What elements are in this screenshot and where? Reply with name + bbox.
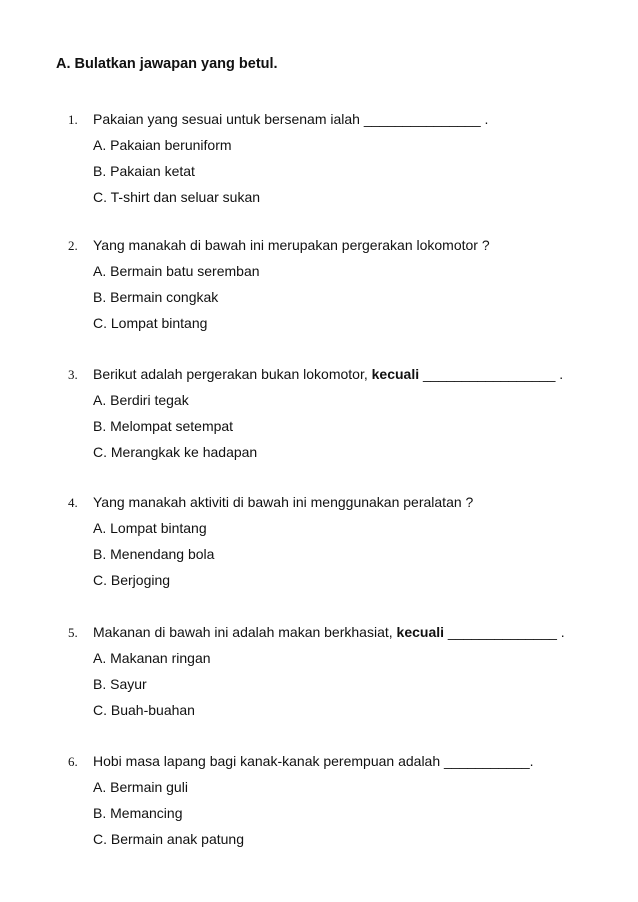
answer-option-a[interactable]: A. Bermain guli xyxy=(93,779,188,795)
question-stem xyxy=(68,109,623,129)
answer-option-c[interactable]: C. Lompat bintang xyxy=(93,315,208,331)
question-2 xyxy=(68,235,623,339)
answer-option-b[interactable]: B. Bermain congkak xyxy=(93,289,219,305)
question-stem xyxy=(68,235,623,255)
answer-options xyxy=(68,390,623,468)
answer-option-a[interactable]: A. Bermain batu seremban xyxy=(93,263,260,279)
question-number: 5. xyxy=(68,625,78,640)
question-text-part: _________________ . xyxy=(419,366,564,382)
answer-option-a[interactable]: A. Pakaian beruniform xyxy=(93,137,232,153)
answer-option-c[interactable]: C. Merangkak ke hadapan xyxy=(93,444,258,460)
question-text xyxy=(93,494,473,510)
answer-option-b[interactable]: B. Menendang bola xyxy=(93,546,215,562)
question-text-part: Yang manakah di bawah ini merupakan pergerakan lokomotor ? xyxy=(93,237,490,253)
answer-option-a[interactable]: A. Lompat bintang xyxy=(93,520,207,536)
question-number: 1. xyxy=(68,112,78,127)
answer-option-c[interactable]: C. Buah-buahan xyxy=(93,702,195,718)
answer-options xyxy=(68,135,623,213)
question-number: 6. xyxy=(68,754,78,769)
answer-option-a[interactable]: A. Berdiri tegak xyxy=(93,392,189,408)
question-text xyxy=(93,366,563,382)
question-1 xyxy=(68,109,623,213)
question-5 xyxy=(68,622,623,726)
question-6 xyxy=(68,751,623,855)
question-stem xyxy=(68,751,623,771)
question-stem xyxy=(68,364,623,384)
question-text xyxy=(93,237,490,253)
answer-option-b[interactable]: B. Melompat setempat xyxy=(93,418,234,434)
question-text-part: Hobi masa lapang bagi kanak-kanak perempuan adalah ___________. xyxy=(93,753,534,769)
answer-options xyxy=(68,777,623,855)
question-text-part: Pakaian yang sesuai untuk bersenam ialah _______________ . xyxy=(93,111,489,127)
answer-options xyxy=(68,261,623,339)
question-text xyxy=(93,753,534,769)
question-text-part: Yang manakah aktiviti di bawah ini menggunakan peralatan ? xyxy=(93,494,474,510)
answer-options xyxy=(68,518,623,596)
answer-option-c[interactable]: C. Berjoging xyxy=(93,572,171,588)
answer-option-b[interactable]: B. Pakaian ketat xyxy=(93,163,195,179)
question-text-part: ______________ . xyxy=(444,624,565,640)
question-text xyxy=(93,111,488,127)
question-stem xyxy=(68,492,623,512)
answer-option-c[interactable]: C. Bermain anak patung xyxy=(93,831,244,847)
question-stem xyxy=(68,622,623,642)
question-text xyxy=(93,624,565,640)
question-emphasis: kecuali xyxy=(371,366,420,382)
question-number: 4. xyxy=(68,495,78,510)
answer-options xyxy=(68,648,623,726)
question-text-part: Berikut adalah pergerakan bukan lokomotor, xyxy=(93,366,372,382)
answer-option-a[interactable]: A. Makanan ringan xyxy=(93,650,211,666)
question-number: 3. xyxy=(68,367,78,382)
answer-option-b[interactable]: B. Sayur xyxy=(93,676,147,692)
question-number: 2. xyxy=(68,238,78,253)
question-text-part: Makanan di bawah ini adalah makan berkhasiat, xyxy=(93,624,397,640)
answer-option-c[interactable]: C. T-shirt dan seluar sukan xyxy=(93,189,261,205)
question-emphasis: kecuali xyxy=(396,624,445,640)
question-3 xyxy=(68,364,623,468)
question-4 xyxy=(68,492,623,596)
section-title: A. Bulatkan jawapan yang betul. xyxy=(56,56,278,72)
answer-option-b[interactable]: B. Memancing xyxy=(93,805,183,821)
